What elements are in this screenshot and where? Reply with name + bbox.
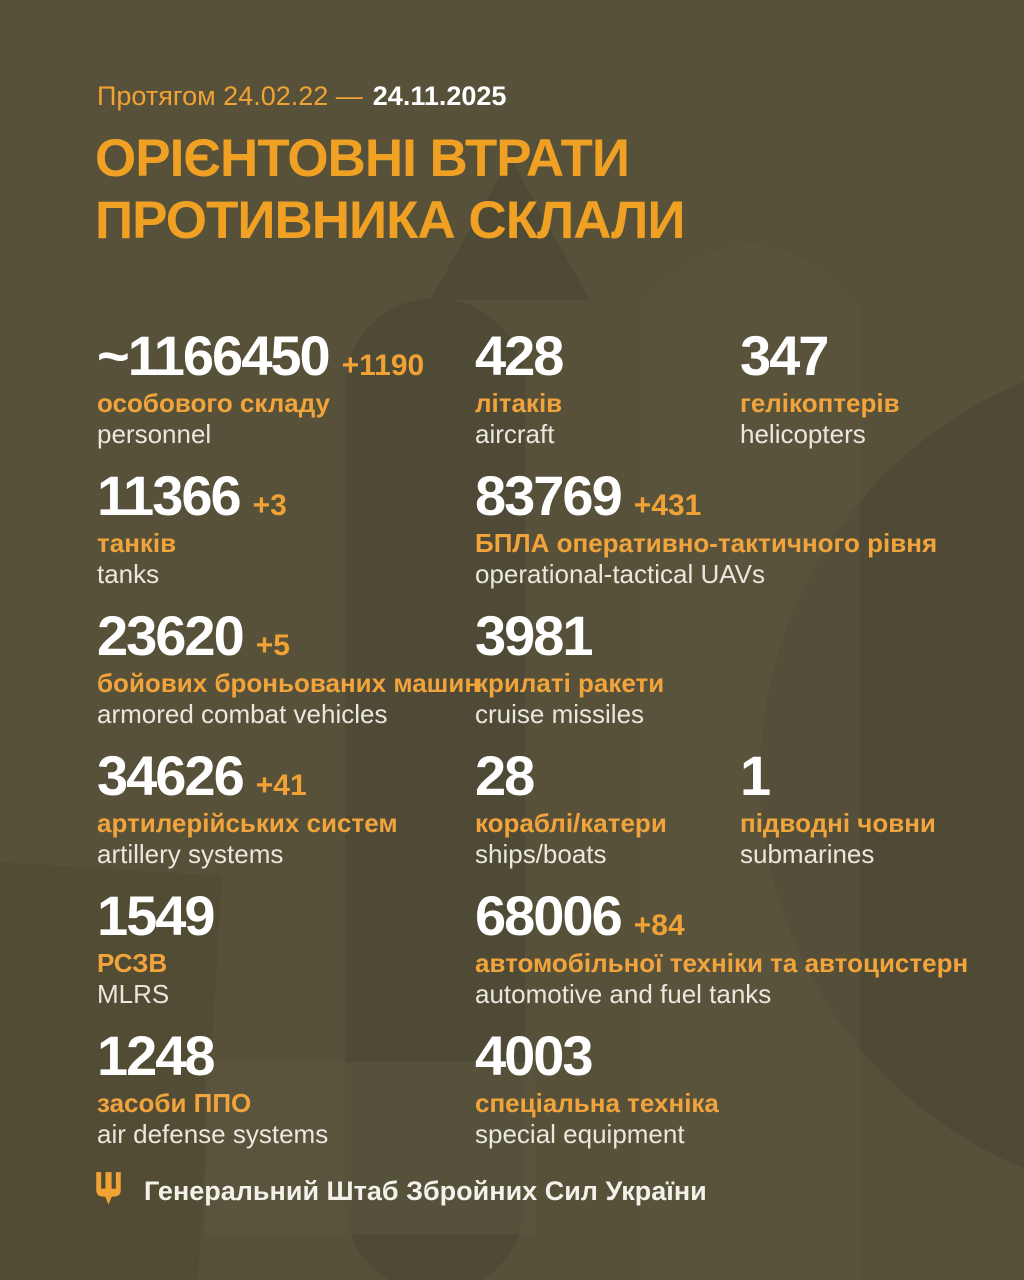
- stat-label-uk: кораблі/катери: [475, 808, 667, 838]
- stat-label-uk: особового складу: [97, 388, 330, 418]
- footer-organization: Генеральний Штаб Збройних Сил України: [144, 1175, 707, 1206]
- stat-value: 11366: [97, 464, 240, 527]
- stat-label-en: operational-tactical UAVs: [475, 559, 765, 589]
- stat-delta: +84: [633, 909, 685, 942]
- stat-label-uk: автомобільної техніки та автоцистерн: [475, 948, 969, 978]
- stat-label-uk: артилерійських систем: [97, 808, 398, 838]
- stat-artillery: [97, 744, 398, 870]
- stat-delta: +1190: [341, 349, 425, 382]
- stat-submarines: [740, 744, 936, 870]
- stat-label-en: submarines: [740, 839, 875, 869]
- stat-label-uk: спеціальна техніка: [475, 1088, 719, 1118]
- stat-label-en: tanks: [97, 559, 160, 589]
- date-range: [97, 80, 506, 112]
- stat-label-uk: танків: [97, 528, 177, 558]
- stat-delta: +431: [633, 489, 702, 522]
- stat-label-en: artillery systems: [97, 839, 284, 869]
- stat-label-en: aircraft: [475, 419, 555, 449]
- stat-value: 1549: [97, 884, 214, 947]
- stat-label-uk: бойових броньованих машин: [97, 668, 481, 698]
- stat-label-en: special equipment: [475, 1119, 685, 1149]
- stat-value: 428: [475, 324, 563, 387]
- date-range-prefix: Протягом 24.02.22 —: [97, 81, 363, 111]
- stat-special-equipment: [475, 1024, 719, 1150]
- stat-label-en: MLRS: [97, 979, 170, 1009]
- stat-value: 1248: [97, 1024, 214, 1087]
- stat-delta: +41: [255, 769, 307, 802]
- stat-mlrs: [97, 884, 214, 1010]
- stat-value: 34626: [97, 744, 243, 807]
- stat-tanks: [97, 464, 287, 590]
- stat-label-uk: РСЗВ: [97, 948, 168, 978]
- page-title-line1: ОРІЄНТОВНІ ВТРАТИ: [95, 129, 629, 188]
- stat-value: 347: [740, 324, 828, 387]
- stat-delta: +3: [252, 489, 287, 522]
- stat-label-uk: підводні човни: [740, 808, 936, 838]
- stat-aircraft: [475, 324, 563, 450]
- stat-label-uk: гелікоптерів: [740, 388, 900, 418]
- stat-label-uk: літаків: [475, 388, 563, 418]
- footer: [95, 1172, 707, 1209]
- stat-value: 83769: [475, 464, 621, 527]
- stat-value: 28: [475, 744, 534, 807]
- stat-personnel: [97, 324, 425, 450]
- stat-label-en: ships/boats: [475, 839, 607, 869]
- page-title-line2: ПРОТИВНИКА СКЛАЛИ: [95, 191, 685, 250]
- date-range-current: 24.11.2025: [372, 81, 507, 111]
- stat-label-en: cruise missiles: [475, 699, 645, 729]
- stat-label-uk: БПЛА оперативно-тактичного рівня: [475, 528, 938, 558]
- stat-value: 4003: [475, 1024, 592, 1087]
- stat-helicopters: [740, 324, 900, 450]
- stat-value: 68006: [475, 884, 621, 947]
- stat-value: 23620: [97, 604, 243, 667]
- stat-air-defense: [97, 1024, 329, 1150]
- stat-label-en: air defense systems: [97, 1119, 329, 1149]
- stat-value: 3981: [475, 604, 592, 667]
- stat-label-uk: засоби ППО: [97, 1088, 252, 1118]
- stat-automotive: [475, 884, 969, 1010]
- tryzub-icon: [95, 1172, 122, 1209]
- stat-uavs: [475, 464, 938, 590]
- stat-cruise-missiles: [475, 604, 665, 730]
- stat-label-en: automotive and fuel tanks: [475, 979, 772, 1009]
- stat-label-en: armored combat vehicles: [97, 699, 388, 729]
- stat-label-uk: крилаті ракети: [475, 668, 665, 698]
- stat-ships: [475, 744, 667, 870]
- stat-armored-vehicles: [97, 604, 481, 730]
- stat-label-en: personnel: [97, 419, 212, 449]
- stat-delta: +5: [255, 629, 290, 662]
- page-title: [95, 128, 684, 252]
- stat-label-en: helicopters: [740, 419, 866, 449]
- stat-value: 1: [740, 744, 770, 807]
- stat-value: ~1166450: [97, 324, 329, 387]
